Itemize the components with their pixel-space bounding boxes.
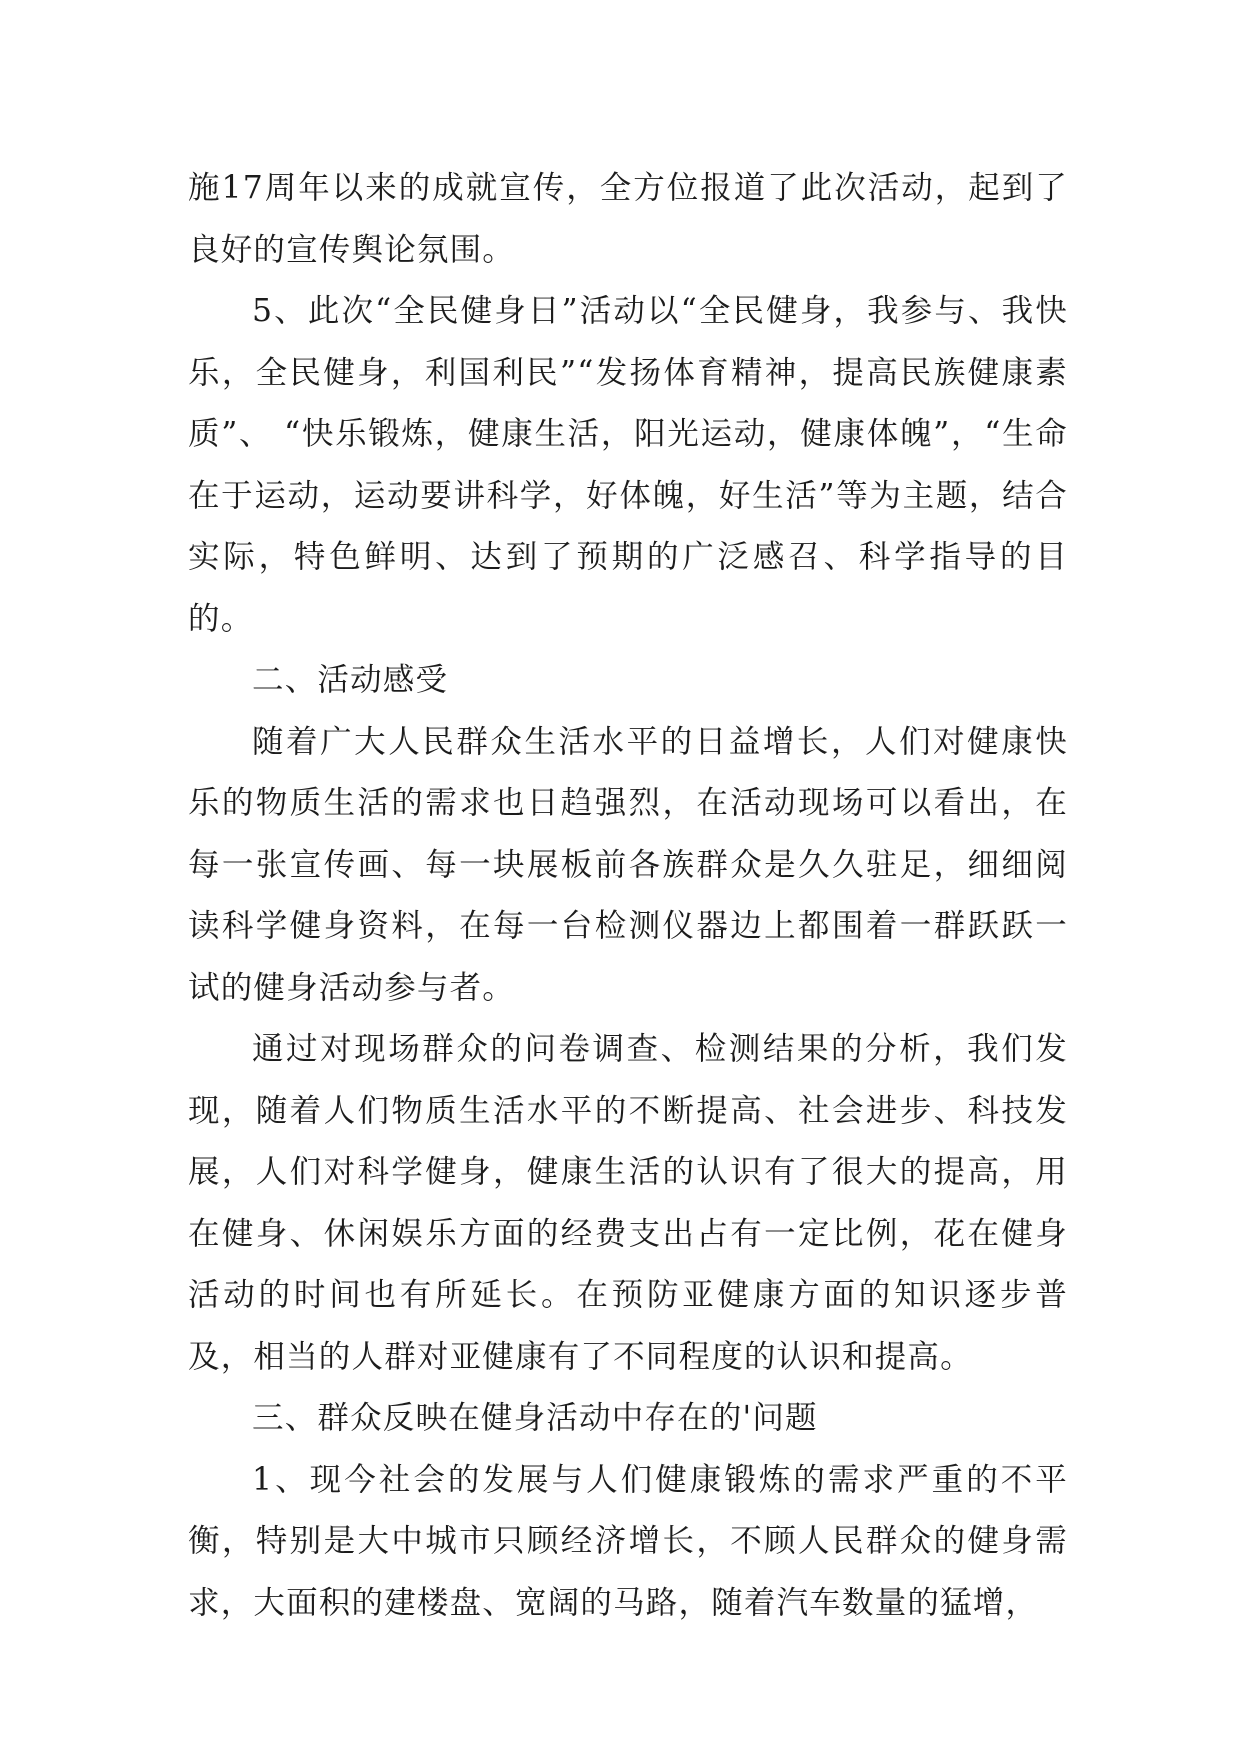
paragraph-activity-feelings-2: 通过对现场群众的问卷调查、检测结果的分析，我们发现，随着人们物质生活水平的不断提高、社会进步、科技发展，人们对科学健身，健康生活的认识有了很大的提高，用在健身、休闲娱乐方面的经费支出占有一定比例，花在健身活动的时间也有所延长。在预防亚健康方面的知识逐步普及，相当的人群对亚健康有了不同程度的认识和提高。 [188, 1031, 1068, 1375]
document-body [188, 158, 1068, 1634]
paragraph-activity-feelings-1: 随着广大人民群众生活水平的日益增长，人们对健康快乐的物质生活的需求也日趋强烈，在活动现场可以看出，在每一张宣传画、每一块展板前各族群众是久久驻足，细细阅读科学健身资料，在每一台检测仪器边上都围着一群跃跃一试的健身活动参与者。 [188, 723, 1068, 1006]
paragraph-continuation: 施17周年以来的成就宣传，全方位报道了此次活动，起到了良好的宣传舆论氛围。 [188, 170, 1068, 268]
paragraph-item-5: 5、此次“全民健身日”活动以“全民健身，我参与、我快乐，全民健身，利国利民”“发扬体育精神，提高民族健康素质”、 “快乐锻炼，健康生活，阳光运动，健康体魄”，“生命在于运动，运动要讲科学，好体魄，好生活”等为主题，结合实际，特色鲜明、达到了预期的广泛感召、科学指导的目的。 [188, 293, 1068, 637]
paragraph-issue-1: 1、现今社会的发展与人们健康锻炼的需求严重的不平衡，特别是大中城市只顾经济增长，不顾人民群众的健身需求，大面积的建楼盘、宽阔的马路，随着汽车数量的猛增， [188, 1461, 1068, 1621]
section-heading-2: 二、活动感受 [252, 662, 449, 698]
section-heading-3: 三、群众反映在健身活动中存在的'问题 [252, 1400, 818, 1436]
